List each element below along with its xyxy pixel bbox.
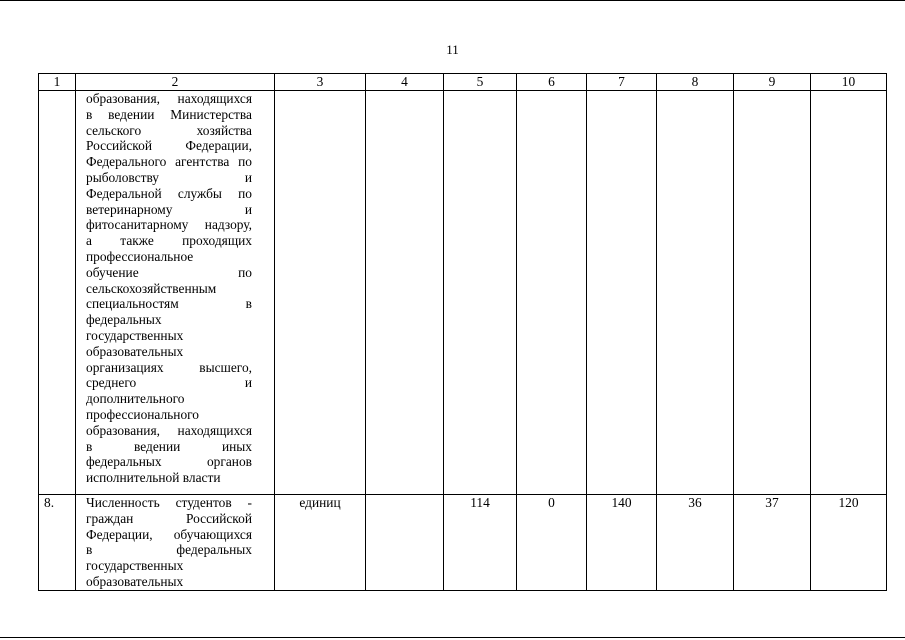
header-col-5: 5 [444,74,517,91]
description-line: рыболовству и [86,169,252,185]
row-index: 8. [39,495,76,591]
row-col-8 [657,91,734,495]
description-line: государственных [86,558,184,574]
page-number: 11 [446,42,459,57]
row-index [39,91,76,495]
description-line: Российской Федерации, [86,138,252,154]
row-unit [275,91,366,495]
description-line: исполнительной власти [86,470,221,486]
row-description [76,91,275,495]
row-description [76,495,275,591]
header-col-1: 1 [39,74,76,91]
row-col-5: 114 [444,495,517,591]
description-line: Федеральной службы по [86,185,252,201]
description-line: федеральных органов [86,454,252,470]
table-header-row [39,74,887,91]
row-col-7: 140 [587,495,657,591]
row-col-4 [366,495,444,591]
table-row [39,495,887,591]
description-line: сельского хозяйства [86,122,252,138]
description-line: фитосанитарному надзору, [86,217,252,233]
row-col-7 [587,91,657,495]
description-line: сельскохозяйственным [86,280,217,296]
description-line: федеральных [86,312,162,328]
row-col-8: 36 [657,495,734,591]
row-col-6 [517,91,587,495]
description-line: организациях высшего, [86,359,252,375]
description-line: образования, находящихся [86,91,252,106]
row-col-10: 120 [811,495,887,591]
header-col-10: 10 [811,74,887,91]
description-line: ветеринарному и [86,201,252,217]
header-col-9: 9 [734,74,811,91]
table-row [39,91,887,495]
description-line: Федерального агентства по [86,154,252,170]
header-col-2: 2 [76,74,275,91]
description-line: образовательных [86,573,184,589]
description-line: профессионального [86,406,199,422]
description-line: государственных [86,327,184,343]
description-line: образовательных [86,343,184,359]
scan-top-edge [0,0,905,1]
description-line: профессиональное [86,248,194,264]
description-line: среднего и [86,375,252,391]
row-col-5 [444,91,517,495]
row-col-10 [811,91,887,495]
header-col-3: 3 [275,74,366,91]
description-line: а также проходящих [86,233,252,249]
header-col-7: 7 [587,74,657,91]
description-line: Федерации, обучающихся [86,526,252,542]
description-line: в ведении иных [86,438,252,454]
scan-bottom-edge [0,637,905,638]
row-col-4 [366,91,444,495]
description-line: в ведении Министерства [86,106,252,122]
description-line: образования, находящихся [86,422,252,438]
row-unit: единиц [275,495,366,591]
row-col-9: 37 [734,495,811,591]
description-line: обучение по [86,264,252,280]
header-col-8: 8 [657,74,734,91]
header-col-6: 6 [517,74,587,91]
row-col-9 [734,91,811,495]
description-line: в федеральных [86,542,252,558]
description-line: граждан Российской [86,510,252,526]
description-line: специальностям в [86,296,252,312]
row-col-6: 0 [517,495,587,591]
description-line: Численность студентов - [86,495,252,510]
header-col-4: 4 [366,74,444,91]
description-line: дополнительного [86,391,185,407]
data-table [38,73,887,591]
